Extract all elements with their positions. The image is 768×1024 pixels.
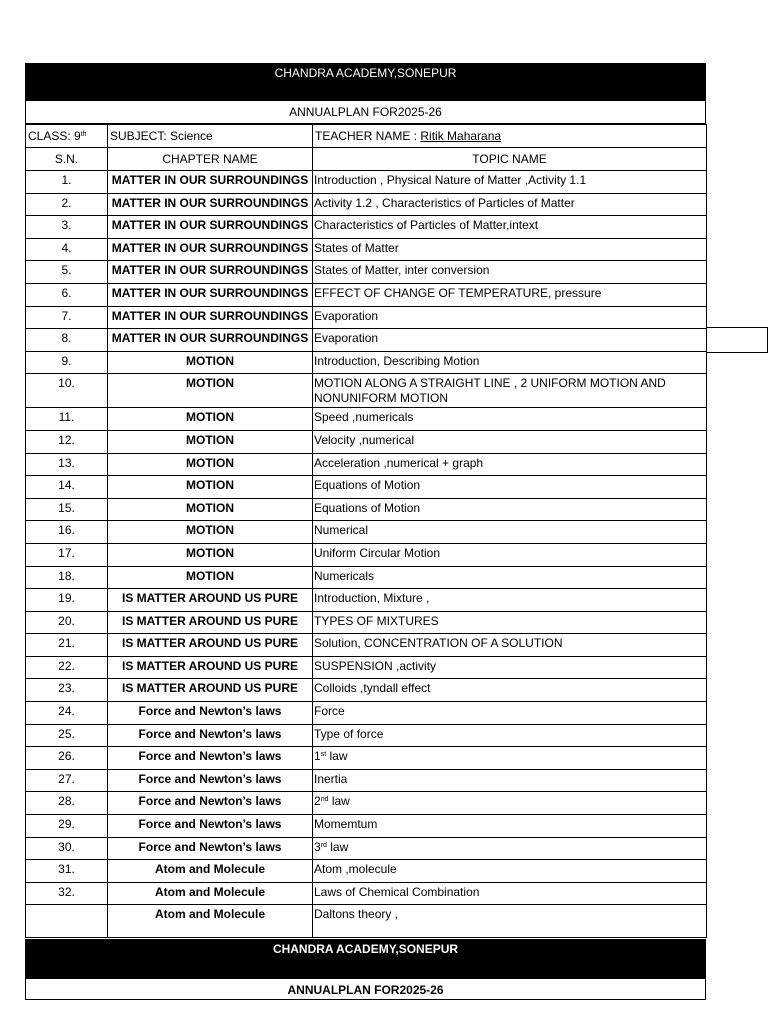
plan-sheet [25, 63, 706, 938]
class-cell: CLASS: 9th [26, 125, 108, 148]
teacher-name: Ritik Maharana [420, 129, 502, 143]
row-sn: 23. [26, 679, 108, 702]
row-sn: 24. [26, 702, 108, 725]
row-topic: Characteristics of Particles of Matter,intext [313, 216, 707, 239]
row-topic: Type of force [313, 724, 707, 747]
table-row [26, 589, 707, 612]
table-row [26, 261, 707, 284]
row-topic: TYPES OF MIXTURES [313, 611, 707, 634]
row-topic: Equations of Motion [313, 498, 707, 521]
table-row [26, 566, 707, 589]
plan-table [25, 124, 707, 938]
row-sn: 3. [26, 216, 108, 239]
row-topic: Acceleration ,numerical + graph [313, 453, 707, 476]
table-row [26, 430, 707, 453]
row-topic: Introduction, Mixture , [313, 589, 707, 612]
row-sn: 16. [26, 521, 108, 544]
row-topic: Inertia [313, 769, 707, 792]
row-sn: 11. [26, 408, 108, 431]
row-chapter: MOTION [108, 521, 313, 544]
footer-plan-title: ANNUALPLAN FOR2025-26 [25, 978, 706, 1000]
row-topic: Velocity ,numerical [313, 430, 707, 453]
row-sn: 32. [26, 882, 108, 905]
table-row [26, 611, 707, 634]
row-chapter: MOTION [108, 374, 313, 408]
row-sn [26, 905, 108, 938]
table-row [26, 702, 707, 725]
table-row [26, 329, 707, 352]
table-row [26, 882, 707, 905]
table-row [26, 769, 707, 792]
row-topic: Momemtum [313, 815, 707, 838]
table-row [26, 679, 707, 702]
row-sn: 25. [26, 724, 108, 747]
row-topic: Force [313, 702, 707, 725]
row-topic: States of Matter [313, 238, 707, 261]
row-chapter: MATTER IN OUR SURROUNDINGS [108, 216, 313, 239]
row-topic: EFFECT OF CHANGE OF TEMPERATURE, pressure [313, 283, 707, 306]
teacher-cell: TEACHER NAME : Ritik Maharana [313, 125, 707, 148]
row-chapter: Atom and Molecule [108, 882, 313, 905]
footer-banner [25, 939, 706, 978]
row-chapter: Force and Newton’s laws [108, 724, 313, 747]
table-row [26, 351, 707, 374]
row-topic: MOTION ALONG A STRAIGHT LINE , 2 UNIFORM MOTION AND NONUNIFORM MOTION [313, 374, 707, 408]
row-chapter: MATTER IN OUR SURROUNDINGS [108, 329, 313, 352]
row-topic: Introduction, Describing Motion [313, 351, 707, 374]
table-row [26, 193, 707, 216]
table-row [26, 216, 707, 239]
row-topic: Daltons theory , [313, 905, 707, 938]
row-sn: 12. [26, 430, 108, 453]
row-chapter: Force and Newton’s laws [108, 747, 313, 770]
table-row [26, 837, 707, 860]
table-row [26, 498, 707, 521]
row-topic: Equations of Motion [313, 476, 707, 499]
column-header-row [26, 148, 707, 171]
table-row [26, 815, 707, 838]
table-row [26, 408, 707, 431]
row-sn: 9. [26, 351, 108, 374]
row-chapter: MOTION [108, 476, 313, 499]
sn-header: S.N. [26, 148, 108, 171]
row-sn: 2. [26, 193, 108, 216]
row-topic: Evaporation [313, 329, 707, 352]
table-row [26, 453, 707, 476]
row-chapter: MOTION [108, 543, 313, 566]
row-sn: 19. [26, 589, 108, 612]
table-row [26, 543, 707, 566]
row-sn: 7. [26, 306, 108, 329]
stray-cell-border [706, 327, 768, 353]
row-chapter: Atom and Molecule [108, 860, 313, 883]
row-chapter: MATTER IN OUR SURROUNDINGS [108, 283, 313, 306]
row-sn: 26. [26, 747, 108, 770]
row-sn: 10. [26, 374, 108, 408]
table-row [26, 238, 707, 261]
table-row [26, 306, 707, 329]
table-row [26, 905, 707, 938]
table-row [26, 860, 707, 883]
row-sn: 20. [26, 611, 108, 634]
row-chapter: Force and Newton’s laws [108, 792, 313, 815]
table-row [26, 374, 707, 408]
row-chapter: Force and Newton’s laws [108, 815, 313, 838]
row-topic: Activity 1.2 , Characteristics of Particles of Matter [313, 193, 707, 216]
table-row [26, 724, 707, 747]
row-topic: Numerical [313, 521, 707, 544]
row-chapter: Force and Newton’s laws [108, 837, 313, 860]
row-sn: 31. [26, 860, 108, 883]
table-row [26, 747, 707, 770]
row-sn: 8. [26, 329, 108, 352]
row-chapter: Atom and Molecule [108, 905, 313, 938]
row-topic: States of Matter, inter conversion [313, 261, 707, 284]
row-topic: 3rd law [313, 837, 707, 860]
row-chapter: IS MATTER AROUND US PURE [108, 679, 313, 702]
row-topic: Laws of Chemical Combination [313, 882, 707, 905]
table-row [26, 792, 707, 815]
row-chapter: MOTION [108, 430, 313, 453]
row-topic: Evaporation [313, 306, 707, 329]
table-row [26, 476, 707, 499]
row-sn: 30. [26, 837, 108, 860]
school-banner [25, 63, 706, 101]
table-row [26, 171, 707, 194]
row-sn: 22. [26, 656, 108, 679]
row-chapter: Force and Newton’s laws [108, 769, 313, 792]
row-topic: Solution, CONCENTRATION OF A SOLUTION [313, 634, 707, 657]
row-chapter: IS MATTER AROUND US PURE [108, 589, 313, 612]
row-sn: 27. [26, 769, 108, 792]
table-row [26, 283, 707, 306]
row-chapter: MOTION [108, 351, 313, 374]
row-chapter: IS MATTER AROUND US PURE [108, 656, 313, 679]
row-sn: 14. [26, 476, 108, 499]
school-name: CHANDRA ACADEMY,SONEPUR [274, 66, 457, 80]
row-topic: SUSPENSION ,activity [313, 656, 707, 679]
row-sn: 4. [26, 238, 108, 261]
row-chapter: IS MATTER AROUND US PURE [108, 611, 313, 634]
subject-cell: SUBJECT: Science [108, 125, 313, 148]
info-row [26, 125, 707, 148]
row-sn: 17. [26, 543, 108, 566]
row-sn: 15. [26, 498, 108, 521]
row-sn: 21. [26, 634, 108, 657]
row-sn: 1. [26, 171, 108, 194]
row-chapter: MATTER IN OUR SURROUNDINGS [108, 238, 313, 261]
row-topic: Introduction , Physical Nature of Matter ,Activity 1.1 [313, 171, 707, 194]
row-chapter: MATTER IN OUR SURROUNDINGS [108, 193, 313, 216]
row-topic: 1st law [313, 747, 707, 770]
row-chapter: MOTION [108, 498, 313, 521]
row-sn: 5. [26, 261, 108, 284]
row-topic: Atom ,molecule [313, 860, 707, 883]
topic-header: TOPIC NAME [313, 148, 707, 171]
row-sn: 6. [26, 283, 108, 306]
table-row [26, 634, 707, 657]
row-sn: 18. [26, 566, 108, 589]
row-topic: Colloids ,tyndall effect [313, 679, 707, 702]
row-chapter: Force and Newton’s laws [108, 702, 313, 725]
row-sn: 29. [26, 815, 108, 838]
row-sn: 13. [26, 453, 108, 476]
row-chapter: MOTION [108, 566, 313, 589]
chapter-header: CHAPTER NAME [108, 148, 313, 171]
row-chapter: IS MATTER AROUND US PURE [108, 634, 313, 657]
row-chapter: MATTER IN OUR SURROUNDINGS [108, 171, 313, 194]
plan-title: ANNUALPLAN FOR2025-26 [25, 101, 706, 124]
row-topic: Numericals [313, 566, 707, 589]
row-topic: 2nd law [313, 792, 707, 815]
row-chapter: MOTION [108, 408, 313, 431]
footer-school-name: CHANDRA ACADEMY,SONEPUR [272, 942, 459, 956]
row-sn: 28. [26, 792, 108, 815]
row-chapter: MATTER IN OUR SURROUNDINGS [108, 306, 313, 329]
table-row [26, 656, 707, 679]
row-topic: Speed ,numericals [313, 408, 707, 431]
row-chapter: MATTER IN OUR SURROUNDINGS [108, 261, 313, 284]
table-row [26, 521, 707, 544]
row-topic: Uniform Circular Motion [313, 543, 707, 566]
row-chapter: MOTION [108, 453, 313, 476]
